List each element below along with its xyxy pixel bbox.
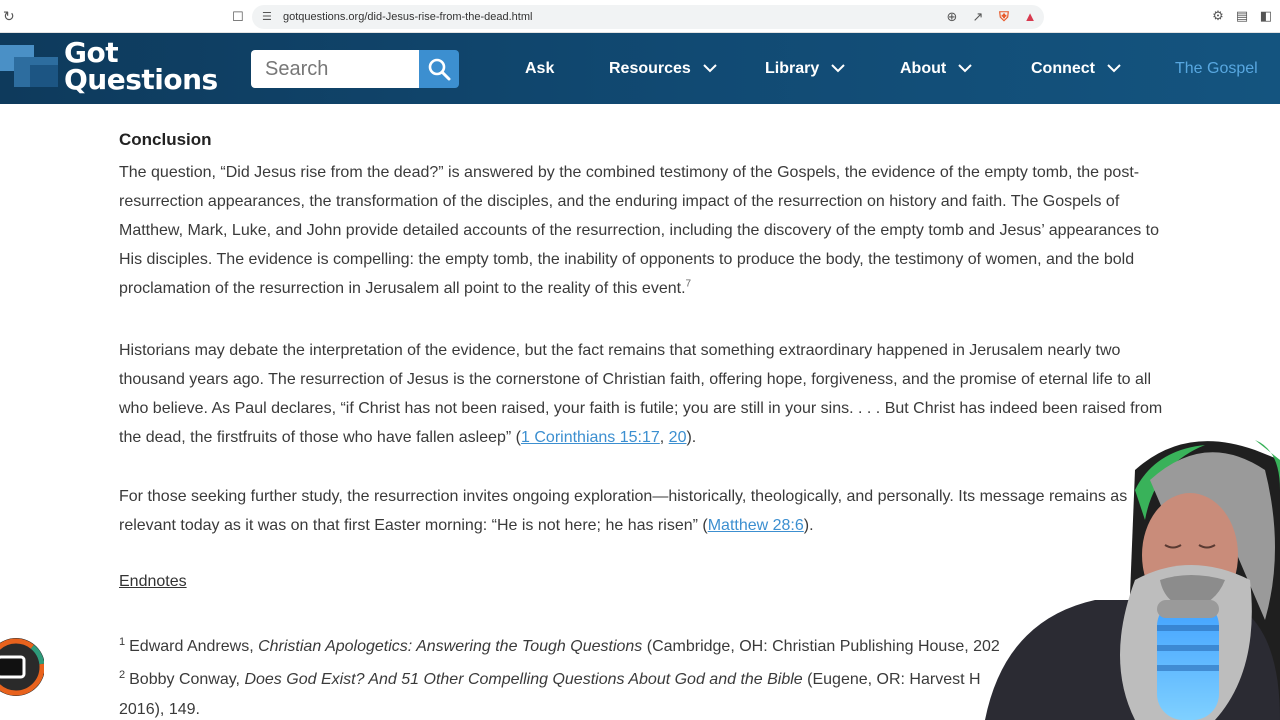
search-icon bbox=[427, 57, 451, 81]
address-bar-actions bbox=[944, 8, 1038, 26]
chevron-down-icon bbox=[1107, 64, 1121, 73]
footnote-ref-7[interactable]: 7 bbox=[685, 278, 692, 290]
logo-line-questions: Questions bbox=[64, 63, 218, 96]
stream-overlay-widget-icon bbox=[0, 632, 44, 702]
search-form bbox=[251, 50, 459, 88]
logo-line-got: Got bbox=[64, 36, 119, 69]
logo-mark-icon[interactable] bbox=[0, 45, 60, 85]
address-bar[interactable] bbox=[252, 5, 1044, 29]
endnotes-heading[interactable]: Endnotes bbox=[119, 573, 187, 590]
brave-shield-icon[interactable]: ⛨ bbox=[999, 9, 1009, 24]
sidebar-toggle-icon[interactable]: ◧ bbox=[1259, 8, 1273, 23]
webcam-overlay bbox=[985, 430, 1280, 720]
footnote-2: $^2$ Bobby Conway, Does God Exist? And 51 Other Compelling Questions About God and the Bible (Eugene, OR: Harvest H 2016), 149. bbox=[119, 668, 981, 718]
section-heading-conclusion: Conclusion bbox=[119, 130, 212, 149]
browser-right-controls bbox=[1210, 8, 1274, 24]
nav-ask[interactable]: Ask bbox=[525, 59, 555, 77]
site-settings-icon[interactable]: ☰ bbox=[262, 11, 272, 23]
chevron-down-icon bbox=[831, 64, 845, 73]
url-text[interactable]: gotquestions.org/did-Jesus-rise-from-the-dead.html bbox=[283, 11, 533, 23]
nav-library[interactable]: Library bbox=[765, 33, 845, 104]
footnote-1: $^1$ Edward Andrews, Christian Apologetics: Answering the Tough Questions (Cambridge, OH: Christian Publishing House, 202 bbox=[119, 635, 1000, 655]
browser-toolbar bbox=[0, 0, 1280, 33]
search-input[interactable] bbox=[251, 50, 419, 88]
paragraph-1: The question, “Did Jesus rise from the dead?” is answered by the combined testimony of the Gospels, the evidence of the empty tomb, the post-resurrection appearances, the transformation of the disciples, and the enduring impact of the resurrection on history and faith. The Gospels of Matthew, Mark, Luke, and John provide detailed accounts of the resurrection, including the discovery of the empty tomb and Jesus’ appearances to His disciples. The evidence is compelling: the empty tomb, the inability of opponents to produce the body, the testimony of women, and the bold proclamation of the resurrection in Jerusalem all point to the reality of this event.$^7$ bbox=[119, 164, 1159, 297]
search-button[interactable] bbox=[419, 50, 459, 88]
extensions-icon[interactable]: ⚙ bbox=[1212, 8, 1224, 23]
zoom-icon[interactable]: ⊕ bbox=[946, 9, 958, 24]
chevron-down-icon bbox=[703, 64, 717, 73]
bookmark-icon[interactable]: ☐ bbox=[232, 9, 244, 24]
link-verse-20[interactable]: 20 bbox=[668, 429, 687, 446]
chevron-down-icon bbox=[958, 64, 972, 73]
link-matthew-28-6[interactable]: Matthew 28:6 bbox=[707, 517, 804, 534]
paragraph-3: For those seeking further study, the resurrection invites ongoing exploration—historically, theologically, and personally. Its message remains as relevant today as it was on that first Easter morning: “He is not here; he has risen” (Matthew 28:6). bbox=[119, 488, 1128, 534]
nav-resources[interactable]: Resources bbox=[609, 33, 717, 104]
share-icon[interactable]: ↗ bbox=[972, 9, 984, 24]
reading-list-icon[interactable]: ▤ bbox=[1235, 8, 1249, 23]
site-header bbox=[0, 33, 1280, 104]
nav-connect[interactable]: Connect bbox=[1031, 33, 1121, 104]
link-1-corinthians-15-17[interactable]: 1 Corinthians 15:17 bbox=[521, 429, 660, 446]
rewards-triangle-icon[interactable]: ▲ bbox=[1023, 9, 1037, 24]
paragraph-2: Historians may debate the interpretation of the evidence, but the fact remains that something extraordinary happened in Jerusalem nearly two thousand years ago. The resurrection of Jesus is the cornerstone of Christian faith, offering hope, forgiveness, and the promise of eternal life to all who believe. As Paul declares, “if Christ has not been raised, your faith is futile; you are still in your sins. . . . But Christ has indeed been raised from the dead, the firstfruits of those who have fallen asleep” (1 Corinthians 15:17, 20). bbox=[119, 342, 1163, 446]
nav-the-gospel[interactable]: The Gospel bbox=[1175, 59, 1258, 77]
reload-icon[interactable]: ↻ bbox=[3, 8, 15, 24]
site-logo[interactable] bbox=[64, 36, 218, 96]
nav-about[interactable]: About bbox=[900, 33, 972, 104]
